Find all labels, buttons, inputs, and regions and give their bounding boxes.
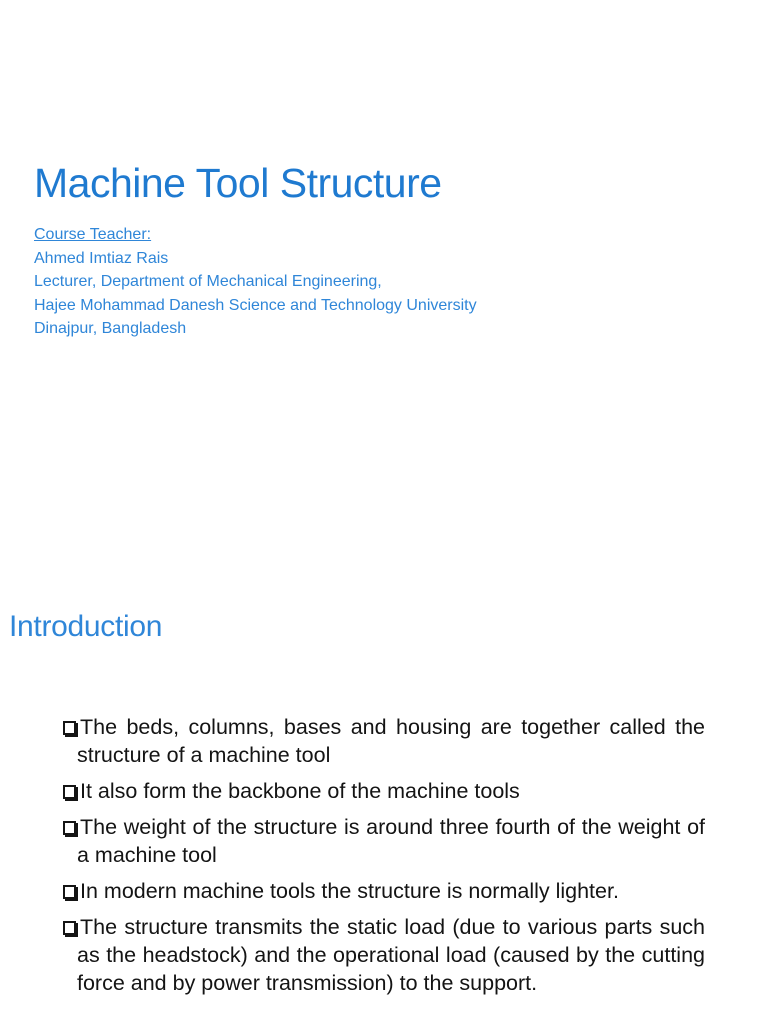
bullet-text: In modern machine tools the structure is normally lighter. bbox=[80, 879, 619, 903]
hollow-square-bullet-icon bbox=[63, 921, 76, 935]
list-item bbox=[63, 877, 705, 905]
bullet-text: The beds, columns, bases and housing are together called the structure of a machine tool bbox=[77, 715, 705, 767]
course-teacher-label: Course Teacher: bbox=[34, 226, 152, 243]
bullet-list bbox=[63, 713, 705, 1005]
bullet-text: It also form the backbone of the machine tools bbox=[80, 779, 520, 803]
bullet-text: The weight of the structure is around three fourth of the weight of a machine tool bbox=[77, 815, 705, 867]
bullet-text: The structure transmits the static load (due to various parts such as the headstock) and the operational load (caused by the cutting force and by power transmission) to the support. bbox=[77, 915, 705, 995]
section-heading: Introduction bbox=[9, 610, 163, 643]
hollow-square-bullet-icon bbox=[63, 821, 76, 835]
course-info bbox=[34, 223, 477, 341]
university-name: Hajee Mohammad Danesh Science and Technology University bbox=[34, 296, 477, 314]
location: Dinajpur, Bangladesh bbox=[34, 320, 187, 337]
teacher-name: Ahmed Imtiaz Rais bbox=[34, 249, 169, 267]
introduction-slide bbox=[0, 560, 768, 1024]
hollow-square-bullet-icon bbox=[63, 785, 76, 799]
list-item bbox=[63, 813, 705, 869]
list-item bbox=[63, 913, 705, 997]
hollow-square-bullet-icon bbox=[63, 721, 76, 735]
hollow-square-bullet-icon bbox=[63, 885, 76, 899]
list-item bbox=[63, 777, 705, 805]
teacher-position: Lecturer, Department of Mechanical Engineering, bbox=[34, 273, 382, 290]
slide-title: Machine Tool Structure bbox=[34, 160, 442, 206]
list-item bbox=[63, 713, 705, 769]
